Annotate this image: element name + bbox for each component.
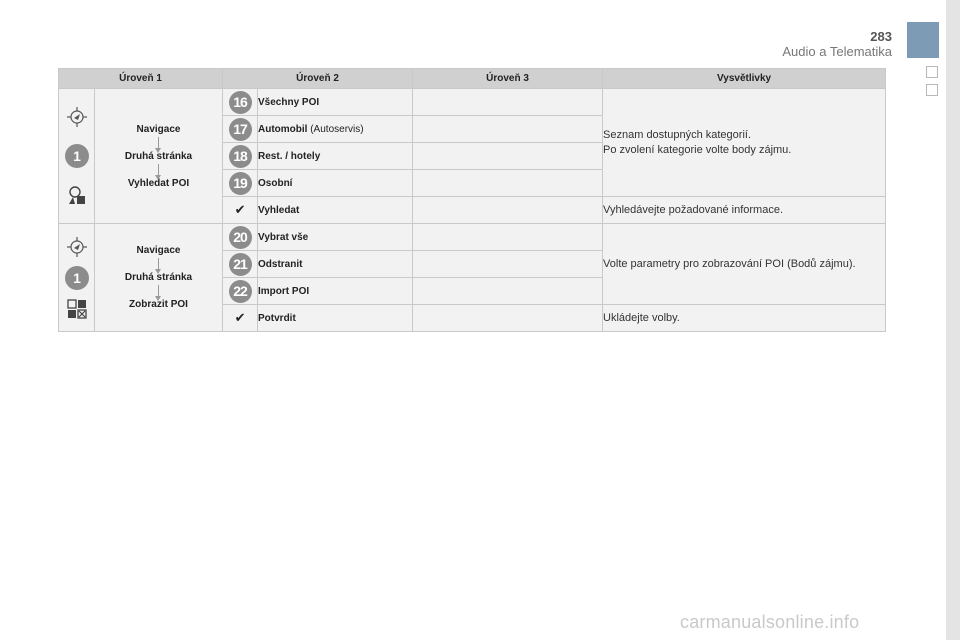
- group2-description: Volte parametry pro zobrazování POI (Bodů zájmu).: [603, 224, 886, 305]
- navigation-icon: [66, 236, 88, 258]
- step-badge-20: 20: [229, 226, 252, 249]
- flow-step-navigation: Navigace: [136, 245, 181, 256]
- desc-line: Po zvolení kategorie volte body zájmu.: [603, 143, 792, 156]
- square-marker-1: [926, 66, 938, 78]
- flow-arrow-icon: [158, 258, 159, 270]
- header-level-1: Úroveň 1: [59, 69, 223, 89]
- level3-empty: [413, 143, 603, 170]
- option-select-all: Vybrat vše: [258, 231, 309, 243]
- poi-menu-table: [58, 68, 886, 332]
- flow-step-second-page: Druhá stránka: [124, 150, 193, 162]
- poi-display-icon: [66, 298, 88, 320]
- step-badge-17: 17: [229, 118, 252, 141]
- step-badge-1: 1: [65, 144, 89, 168]
- flow-arrow-icon: [158, 164, 159, 176]
- level3-empty: [413, 305, 603, 332]
- option-all-poi: Všechny POI: [258, 96, 320, 108]
- desc-line: Seznam dostupných kategorií.: [603, 128, 752, 141]
- group1-flow: [95, 89, 223, 224]
- flow-step-second-page: Druhá stránka: [124, 272, 193, 283]
- level3-empty: [413, 251, 603, 278]
- group1-icon-cell: [59, 89, 95, 224]
- group1-description: [603, 89, 886, 197]
- watermark: carmanualsonline.info: [680, 612, 860, 632]
- search-description: Vyhledávejte požadované informace.: [603, 197, 886, 224]
- option-confirm: Potvrdit: [258, 312, 296, 324]
- header-explanation: Vysvětlivky: [603, 69, 886, 89]
- flow-arrow-icon: [158, 285, 159, 297]
- page-edge-bar: [946, 0, 960, 640]
- table-row: [59, 89, 886, 116]
- option-automobile-extra: (Autoservis): [307, 123, 364, 135]
- page-number: 283: [870, 29, 892, 44]
- step-badge-19: 19: [229, 172, 252, 195]
- chapter-title: Audio a Telematika: [782, 44, 892, 59]
- step-badge-1: 1: [65, 266, 89, 290]
- step-badge-21: 21: [229, 253, 252, 276]
- level3-empty: [413, 224, 603, 251]
- poi-search-icon: [66, 184, 88, 206]
- level3-empty: [413, 116, 603, 143]
- flow-step-search-poi: Vyhledat POI: [127, 177, 190, 189]
- confirm-description: Ukládejte volby.: [603, 305, 886, 332]
- flow-step-navigation: Navigace: [136, 123, 181, 135]
- step-badge-16: 16: [229, 91, 252, 114]
- flow-step-display-poi: Zobrazit POI: [129, 299, 188, 310]
- level3-empty: [413, 89, 603, 116]
- option-rest-hotels: Rest. / hotely: [258, 150, 321, 162]
- group2-icon-cell: [59, 224, 95, 332]
- square-marker-2: [926, 84, 938, 96]
- level3-empty: [413, 170, 603, 197]
- level3-empty: [413, 197, 603, 224]
- check-icon: ✔: [234, 202, 246, 217]
- check-icon: ✔: [234, 310, 246, 325]
- flow-arrow-icon: [158, 137, 159, 149]
- option-search: Vyhledat: [258, 204, 300, 216]
- option-remove: Odstranit: [258, 258, 303, 270]
- option-automobile: Automobil: [258, 123, 308, 135]
- step-badge-22: 22: [229, 280, 252, 303]
- option-personal: Osobní: [258, 177, 293, 189]
- option-import-poi: Import POI: [258, 285, 310, 297]
- header-level-3: Úroveň 3: [413, 69, 603, 89]
- chapter-tab: [907, 22, 939, 58]
- header-level-2: Úroveň 2: [223, 69, 413, 89]
- navigation-icon: [66, 106, 88, 128]
- step-badge-18: 18: [229, 145, 252, 168]
- level3-empty: [413, 278, 603, 305]
- group2-flow: [95, 224, 223, 332]
- table-header-row: [59, 69, 886, 89]
- table-row: [59, 224, 886, 251]
